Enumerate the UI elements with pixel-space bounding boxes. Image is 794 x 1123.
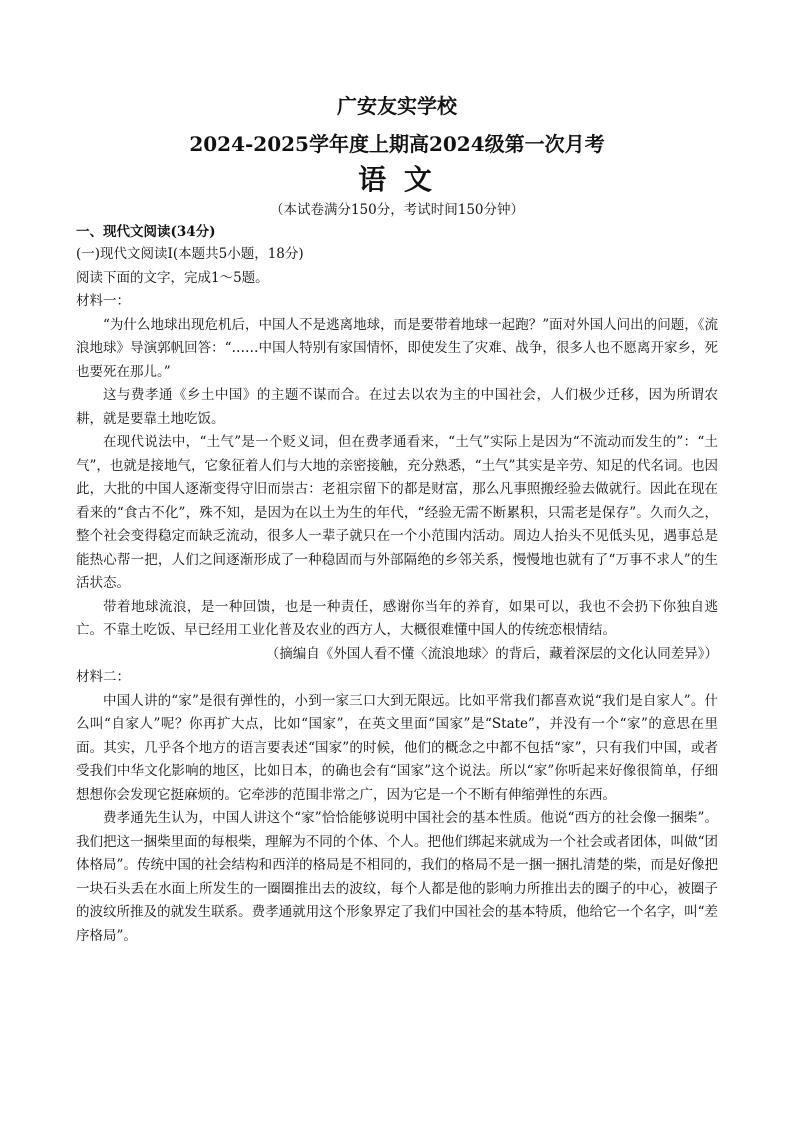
subject-title: 语 文: [358, 163, 436, 196]
paragraph: 中国人讲的“家”是很有弹性的，小到一家三口大到无限远。比如平常我们都喜欢说“我们是自家人”。什么叫“自家人”呢？你再扩大点，比如“国家”，在英文里面“国家”是“State”，并没有一个“家”的意思在里面。其实，几乎各个地方的语言要表述“国家”的时候，他们的概念之中都不包括“家”，只有我们中国，或者受我们中华文化影响的地区，比如日本，的确也会有“国家”这个说法。所以“家”你听起来好像很简单，仔细想想你会发现它挺麻烦的。它牵涉的范围非常之广，因为它是一个不断有伸缩弹性的东西。: [76, 692, 718, 803]
paragraph: 在现代说法中，“土气”是一个贬义词，但在费孝通看来，“土气”实际上是因为“不流动而发生的”：“土气”，也就是接地气，它象征着人们与大地的亲密接触，充分熟悉，“土气”其实是辛劳、知足的代名词。也因此，大批的中国人逐渐变得守旧而崇古：老祖宗留下的都是财富，那么凡事照搬经验去做就行。因此在现在看来的“食古不化”，殊不知，是因为在以土为生的年代，“经验无需不断累积，只需老是保存”。久而久之，整个社会变得稳定而缺乏流动，很多人一辈子就只在一个小范围内活动。周边人抬头不见低头见，遇事总是能热心帮一把，人们之间逐渐形成了一种稳固而与外部隔绝的乡邻关系，慢慢地也就有了“万事不求人”的生活状态。: [76, 434, 718, 591]
exam-title: 2024-2025学年度上期高2024级第一次月考: [189, 132, 605, 156]
material-two-label: 材料二：: [76, 669, 130, 685]
paragraph: “为什么地球出现危机后，中国人不是逃离地球，而是要带着地球一起跑？”面对外国人问出的问题，《流浪地球》导演郭帆回答：“……中国人特别有家国情怀，即使发生了灾难、战争，很多人也不愿离开家乡，死也要死在那儿。”: [76, 316, 718, 380]
exam-note: （本试卷满分150分，考试时间150分钟）: [269, 202, 525, 218]
section-heading: 一、现代文阅读(34分): [76, 224, 216, 240]
paragraph: 费孝通先生认为，中国人讲这个“家”恰恰能够说明中国社会的基本性质。他说“西方的社会像一捆柴”。我们把这一捆柴里面的每根柴，理解为不同的个体、个人。把他们绑起来就成为一个社会或者团体，叫做“团体格局”。传统中国的社会结构和西洋的格局是不相同的，我们的格局不是一捆一捆扎清楚的柴，而是好像把一块石头丢在水面上所发生的一圈圈推出去的波纹，每个人都是他的影响力所推出去的圈子的中心，被圈子的波纹所推及的就发生联系。费孝通就用这个形象界定了我们中国社会的基本特质，他给它一个名字，叫“差序格局”。: [76, 810, 718, 944]
paragraph: 这与费孝通《乡土中国》的主题不谋而合。在过去以农为主的中国社会，人们极少迁移，因为所谓农耕，就是要靠土地吃饭。: [76, 387, 718, 427]
part-heading: (一)现代文阅读Ⅰ(本题共5小题，18分): [76, 246, 304, 262]
school-name: 广安友实学校: [337, 94, 457, 118]
source-citation: （摘编自《外国人看不懂〈流浪地球〉的背后，藏着深层的文化认同差异》）: [265, 645, 718, 662]
exam-page: [76, 88, 718, 948]
material-one-label: 材料一：: [76, 293, 130, 309]
instruction-text: 阅读下面的文字，完成1～5题。: [76, 269, 269, 286]
paragraph: 带着地球流浪，是一种回馈，也是一种责任，感谢你当年的养育，如果可以，我也不会扔下你独自逃亡。不靠土吃饭、早已经用工业化普及农业的西方人，大概很难懂中国人的传统恋根情结。: [76, 598, 718, 638]
